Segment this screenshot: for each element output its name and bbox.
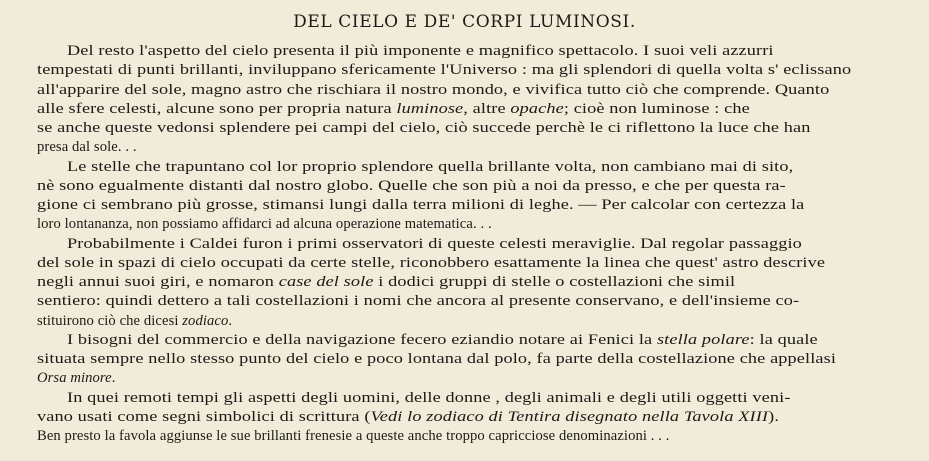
text-line — [37, 61, 852, 80]
text-run: Probabilmente i Caldei furon i primi osservatori di queste celesti meraviglie. Dal regolar passaggio — [67, 235, 802, 252]
text-run: In quei remoti tempi gli aspetti degli uomini, delle donne , degli animali e degli utili oggetti veni- — [67, 389, 791, 406]
text-line — [37, 369, 116, 388]
text-run: tempestati di punti brillanti, inviluppano sfericamente l'Universo : ma gli splendori di quella volta s' eclissano — [37, 62, 852, 79]
text-run: del sole in spazi di cielo occupati da certe stelle, riconobbero esattamente la linea che quest' astro descrive — [37, 254, 826, 271]
text-run: Ben presto la favola aggiunse le sue brillanti frenesie a queste anche troppo capricciose denominazioni . . . — [37, 428, 670, 444]
text-run: gione ci sembrano più grosse, stimansi lungi dalla terra milioni di leghe. — Per calcolar con certezza la — [37, 197, 805, 213]
italic-text: Vedi lo zodiaco di Tentira disegnato nella Tavola XIII — [370, 408, 769, 425]
text-run: . — [228, 312, 233, 329]
text-run: situata sempre nello stesso punto del cielo e poco lontana dal polo, fa parte della costellazione che appellasi — [37, 351, 837, 367]
text-run: : la quale — [749, 331, 818, 348]
text-line — [37, 350, 837, 369]
text-run: nè sono egualmente distanti dal nostro globo. Quelle che son più a noi da presso, e che per questa ra- — [37, 177, 786, 194]
text-line — [37, 215, 492, 234]
text-line — [67, 331, 818, 350]
italic-text: case del sole — [278, 274, 374, 290]
text-line — [37, 312, 232, 331]
text-line — [67, 42, 774, 61]
text-line — [37, 81, 830, 100]
text-line — [37, 196, 805, 215]
italic-text: stella polare — [656, 331, 750, 348]
text-line — [37, 427, 670, 446]
text-run: ). — [768, 408, 780, 425]
text-run: stituirono ciò che dicesi — [37, 312, 183, 329]
text-run: presa dal sole. . . — [37, 139, 137, 156]
text-line — [37, 100, 750, 119]
text-run: i dodici gruppi di stelle o costellazioni che simil — [373, 274, 736, 290]
italic-text: opache — [510, 100, 564, 117]
page-title: DEL CIELO E DE' CORPI LUMINOSI. — [293, 12, 636, 32]
text-run: . — [111, 370, 116, 387]
text-run: se anche queste vedonsi splendere pei campi del cielo, ciò succede perchè le ci riflettono la luce che han — [37, 120, 811, 136]
text-line — [37, 177, 786, 196]
text-run: I bisogni del commercio e della navigazione fecero eziandio notare ai Fenici la — [67, 331, 657, 348]
italic-text: zodiaco — [182, 312, 229, 329]
text-run: all'apparire del sole, magno astro che rischiara il nostro mondo, e vivifica tutto ciò che comprende. Quanto — [37, 81, 830, 98]
italic-text: Orsa minore — [37, 370, 112, 387]
text-line — [37, 119, 811, 138]
text-line — [67, 158, 794, 177]
text-run: ; cioè non luminose : che — [563, 100, 750, 117]
text-line — [37, 292, 800, 311]
text-line — [37, 138, 137, 157]
italic-text: luminose — [396, 100, 464, 117]
text-line — [37, 254, 826, 273]
text-run: , altre — [463, 100, 511, 117]
text-line — [67, 389, 791, 408]
text-run: Del resto l'aspetto del cielo presenta il più imponente e magnifico spettacolo. I suoi veli azzurri — [67, 43, 774, 59]
text-run: vano usati come segni simbolici di scrittura ( — [37, 408, 371, 425]
text-run: loro lontananza, non possiamo affidarci ad alcuna operazione matematica. . . — [37, 216, 492, 233]
text-line — [37, 408, 780, 427]
text-run: alle sfere celesti, alcune sono per propria natura — [37, 100, 397, 117]
text-run: sentiero: quindi dettero a tali costellazioni i nomi che ancora al presente conservano, e dell'insieme co- — [37, 293, 800, 310]
text-line — [67, 235, 802, 254]
text-line — [37, 273, 736, 292]
text-run: negli annui suoi giri, e nomaron — [37, 274, 279, 290]
text-run: Le stelle che trapuntano col lor proprio splendore quella brillante volta, non cambiano mai di sito, — [67, 158, 794, 175]
